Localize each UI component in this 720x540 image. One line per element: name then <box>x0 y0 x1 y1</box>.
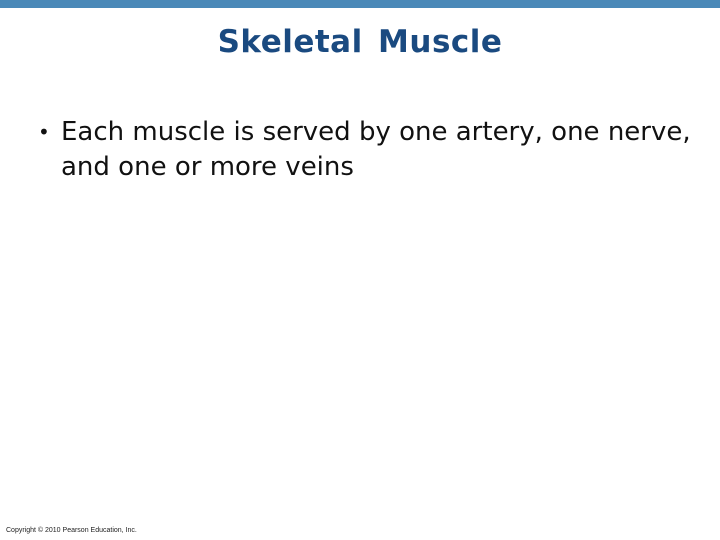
bullet-item <box>38 115 698 185</box>
slide-title: Skeletal Muscle <box>217 24 503 60</box>
bullet-marker: • <box>38 120 50 144</box>
bullet-list <box>38 115 698 185</box>
top-accent-bar <box>0 0 720 8</box>
bullet-text: Each muscle is served by one artery, one nerve, and one or more veins <box>61 117 691 182</box>
copyright-notice: Copyright © 2010 Pearson Education, Inc. <box>6 527 137 534</box>
